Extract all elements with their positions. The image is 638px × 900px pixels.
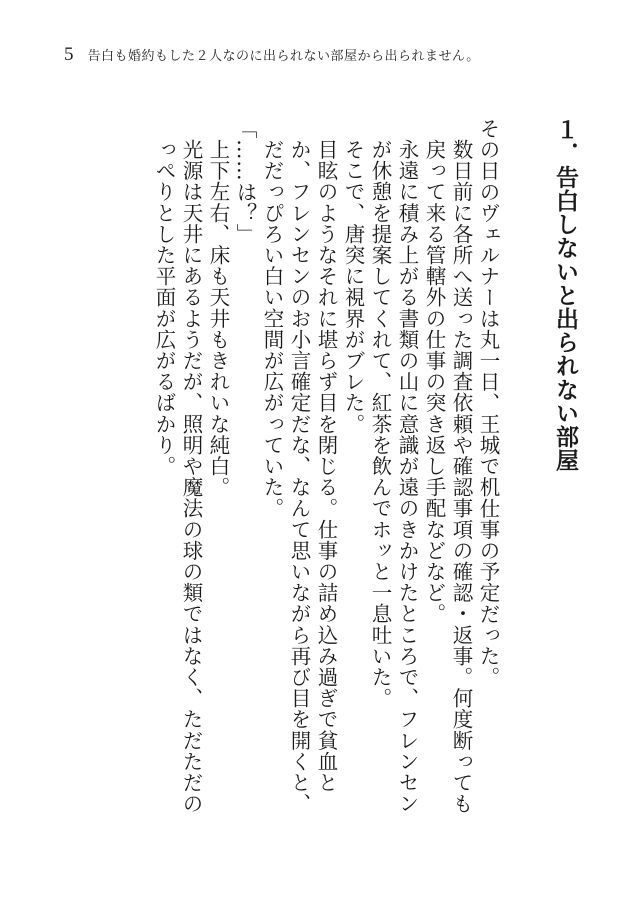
running-title: 告白も婚約もした２人なのに出られない部屋から出られません。 bbox=[87, 49, 480, 64]
paragraph-4: そこで、唐突に視界がブレた。 bbox=[341, 138, 365, 434]
dialogue-line: 「……は？」 bbox=[233, 118, 257, 245]
page-header bbox=[64, 44, 480, 68]
page-number: 5 bbox=[64, 44, 74, 65]
paragraph-5: 目眩のようなそれに堪らず目を閉じる。仕事の詰め込み過ぎで貧血とか、フレンセンのお小言確定だな、なんて思いながら再び目を開くと、だだっぴろい白い空間が広がっていた。 bbox=[260, 138, 338, 814]
chapter-title: １．告白しないと出られない部屋 bbox=[552, 118, 578, 472]
paragraph-7: 光源は天井にあるようだが、照明や魔法の球の類ではなく、ただただのっぺりとした平面が広がるばかり。 bbox=[152, 138, 203, 814]
paragraph-3: 永遠に積み上がる書類の山に意識が遠のきかけたところで、フレンセンが休憩を提案してくれて、紅茶を飲んでホッと一息吐いた。 bbox=[368, 138, 419, 814]
paragraph-1: その日のヴェルナーは丸一日、王城で机仕事の予定だった。 bbox=[476, 118, 500, 688]
paragraph-2: 数日前に各所へ送った調査依頼や確認事項の確認・返事。何度断っても戻って来る管轄外の仕事の突き返し手配などなど。 bbox=[422, 138, 473, 814]
vertical-body-text bbox=[150, 118, 578, 818]
paragraph-6: 上下左右、床も天井もきれいな純白。 bbox=[206, 138, 230, 498]
